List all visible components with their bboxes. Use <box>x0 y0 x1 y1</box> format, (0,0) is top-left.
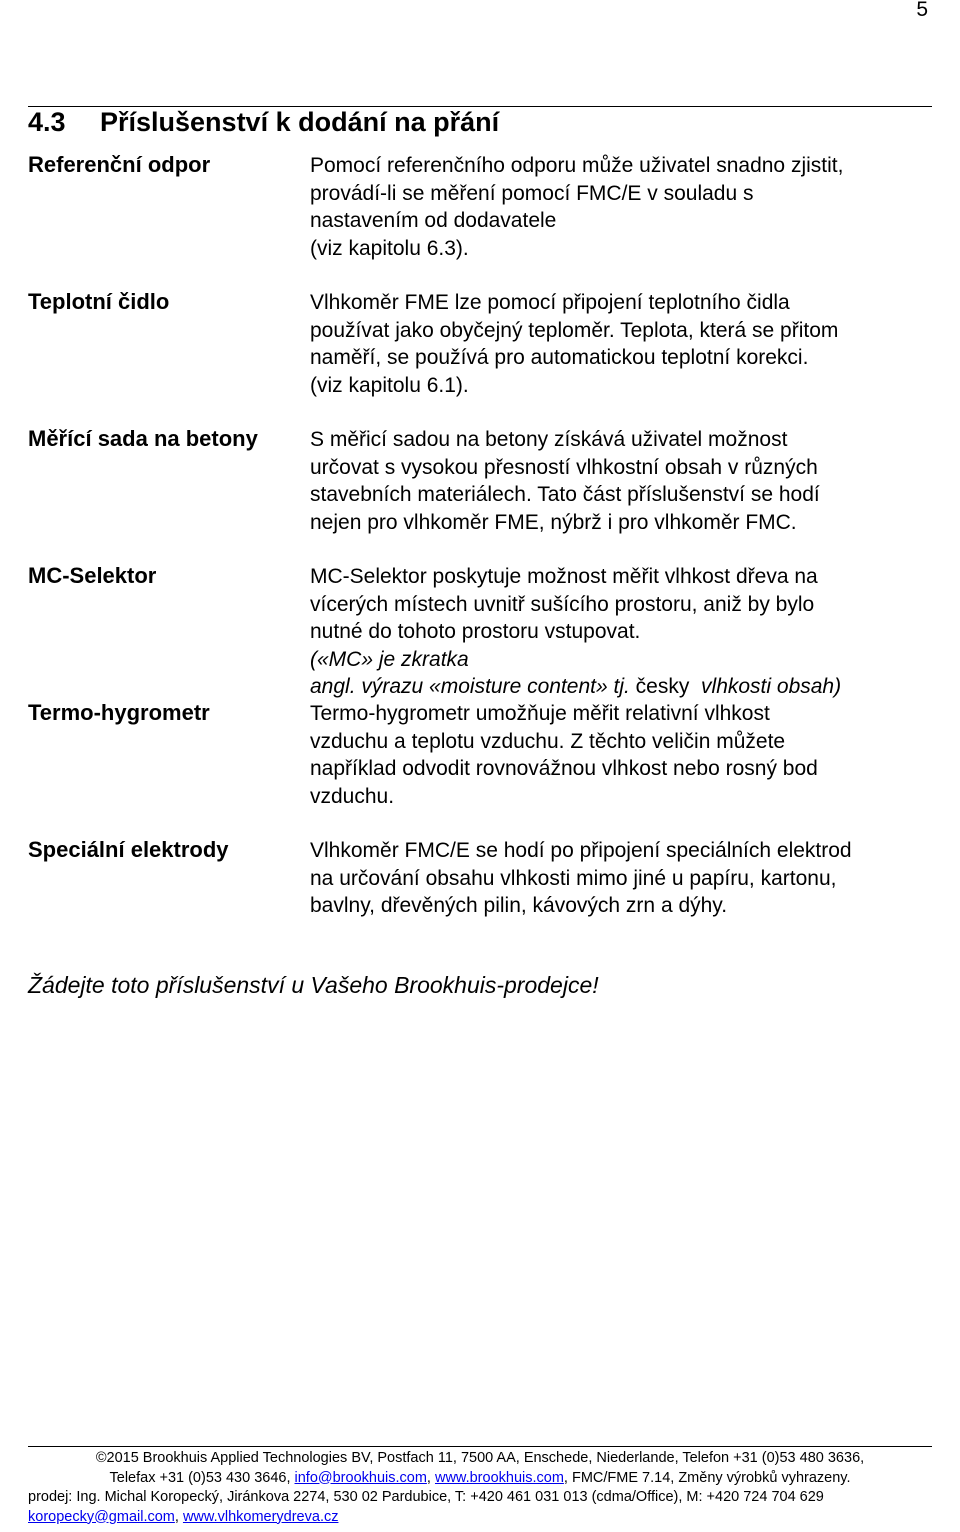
footer-distributor-links <box>28 1508 932 1528</box>
desc-line: Vlhkoměr FME lze pomocí připojení teplotního čidla <box>310 291 790 314</box>
desc-text: nutné do tohoto prostoru vstupovat. <box>310 620 641 643</box>
desc-line: vícerých místech uvnitř sušícího prostoru, aniž by bylo <box>310 592 815 616</box>
desc-text-italic: vlhkosti obsah) <box>689 675 842 698</box>
footer-copyright: ©2015 Brookhuis Applied Technologies BV, Postfach 11, 7500 AA, Enschede, Niederlande, Telefon +31 (0)53 480 3636, <box>95 1450 865 1466</box>
desc-text: česky <box>635 675 690 698</box>
desc-line: MC-Selektor poskytuje možnost měřit vlhkost dřeva na <box>310 565 818 588</box>
desc-line: (viz kapitolu 6.3). <box>310 236 469 260</box>
desc-line: Termo-hygrometr umožňuje měřit relativní vlhkost <box>310 702 770 725</box>
desc-line: nejen pro vlhkoměr FME, nýbrž i pro vlhkoměr FMC. <box>310 510 797 534</box>
footer-email2-link[interactable]: koropecky@gmail.com <box>28 1508 175 1525</box>
desc-text-italic: angl. výrazu «moisture content» tj. <box>310 675 636 698</box>
row-desc-teplotni-cidlo <box>310 289 930 399</box>
footer-separator: , <box>426 1469 435 1486</box>
row-desc-specialni-elektrody <box>310 837 930 920</box>
row-desc-referencni-odpor <box>310 152 930 262</box>
section-number: 4.3 <box>28 107 66 137</box>
desc-line <box>310 673 930 701</box>
desc-line: naměří, se používá pro automatickou teplotní korekci. <box>310 346 809 369</box>
footer-website-link[interactable]: www.brookhuis.com <box>434 1469 564 1486</box>
footer-website2-link[interactable]: www.vlhkomerydreva.cz <box>182 1508 339 1525</box>
desc-line: používat jako obyčejný teploměr. Teplota, která se přitom <box>310 318 839 342</box>
row-label-specialni-elektrody: Speciální elektrody <box>28 837 229 862</box>
desc-line: stavebních materiálech. Tato část příslušenství se hodí <box>310 483 820 506</box>
footer <box>28 1449 932 1527</box>
row-desc-merici-sada <box>310 426 930 536</box>
row-desc-termo-hygrometr <box>310 700 930 810</box>
desc-text-italic: («MC» je zkratka <box>310 647 469 671</box>
footer-separator: , <box>174 1508 183 1525</box>
footer-distributor: prodej: Ing. Michal Koropecký, Jiránkova 2274, 530 02 Pardubice, T: +420 461 031 013 (cdma/Office), M: +420 724 704 629 <box>28 1489 824 1505</box>
desc-line: nastavením od dodavatele <box>310 209 557 232</box>
footer-contact <box>28 1469 932 1489</box>
row-desc-mc-selektor <box>310 563 930 701</box>
footer-fax: Telefax +31 (0)53 430 3646, <box>109 1469 295 1486</box>
desc-line: provádí-li se měření pomocí FMC/E v souladu s <box>310 181 754 205</box>
section-title-text: Příslušenství k dodání na přání <box>100 107 500 137</box>
row-label-merici-sada: Měřící sada na betony <box>28 426 258 451</box>
desc-line: určovat s vysokou přesností vlhkostní obsah v různých <box>310 455 818 479</box>
desc-line: (viz kapitolu 6.1). <box>310 373 469 397</box>
footer-rule <box>28 1446 932 1447</box>
desc-line: vzduchu. <box>310 784 395 808</box>
row-label-referencni-odpor: Referenční odpor <box>28 152 211 177</box>
desc-line: například odvodit rovnovážnou vlhkost nebo rosný bod <box>310 757 818 780</box>
desc-line: Vlhkoměr FMC/E se hodí po připojení speciálních elektrod <box>310 839 852 862</box>
footer-email-link[interactable]: info@brookhuis.com <box>294 1469 427 1486</box>
row-label-teplotni-cidlo: Teplotní čidlo <box>28 289 170 314</box>
row-label-termo-hygrometr: Termo-hygrometr <box>28 700 210 725</box>
desc-line <box>310 618 930 673</box>
desc-line: S měřicí sadou na betony získává uživatel možnost <box>310 428 788 451</box>
row-label-mc-selektor: MC-Selektor <box>28 563 157 588</box>
desc-line: Pomocí referenčního odporu může uživatel snadno zjistit, <box>310 154 844 177</box>
order-note: Žádejte toto příslušenství u Vašeho Brookhuis-prodejce! <box>28 972 599 998</box>
desc-line: vzduchu a teplotu vzduchu. Z těchto veličin můžete <box>310 729 786 753</box>
desc-line: na určování obsahu vlhkosti mimo jiné u papíru, kartonu, <box>310 866 837 890</box>
footer-product-note: , FMC/FME 7.14, Změny výrobků vyhrazeny. <box>563 1469 851 1486</box>
desc-line: bavlny, dřevěných pilin, kávových zrn a dýhy. <box>310 894 728 917</box>
section-title <box>28 107 499 138</box>
page-number: 5 <box>916 0 928 21</box>
